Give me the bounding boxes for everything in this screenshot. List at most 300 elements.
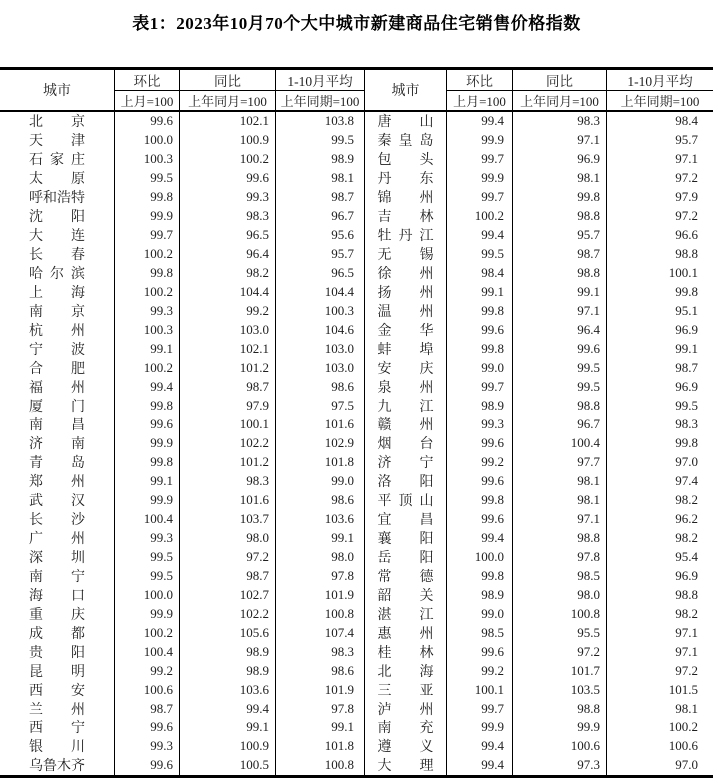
mom-value: 99.9 — [115, 491, 180, 510]
mom-value: 99.7 — [447, 377, 513, 396]
avg-value: 96.5 — [276, 264, 365, 283]
city-name: 青 岛 — [29, 456, 85, 472]
avg-value: 97.4 — [675, 473, 698, 489]
city-name: 济 宁 — [377, 456, 434, 472]
mom-value: 99.6 — [115, 756, 180, 775]
city-name: 湛 江 — [377, 607, 434, 623]
city-cell — [0, 264, 115, 283]
yoy-value: 98.7 — [513, 245, 607, 264]
city-cell — [0, 339, 115, 358]
yoy-value: 97.3 — [513, 756, 607, 775]
table-body — [0, 112, 713, 778]
avg-value: 98.7 — [675, 359, 698, 375]
yoy-value: 99.4 — [180, 699, 276, 718]
city-cell — [0, 661, 115, 680]
city-name: 北 京 — [29, 115, 85, 131]
yoy-value: 105.6 — [180, 623, 276, 642]
city-cell — [365, 453, 447, 472]
avg-value: 95.7 — [675, 132, 698, 148]
header-mom-base: 上月=100 — [120, 94, 174, 109]
city-cell — [0, 472, 115, 491]
mom-value: 99.6 — [447, 642, 513, 661]
avg-value: 96.6 — [675, 227, 698, 243]
city-name: 成 都 — [29, 626, 85, 642]
city-cell — [365, 548, 447, 567]
yoy-value: 102.1 — [180, 112, 276, 131]
city-cell — [0, 585, 115, 604]
header-mom-label: 环比 — [115, 70, 179, 91]
city-name: 昆 明 — [29, 664, 85, 680]
city-name: 广 州 — [29, 532, 85, 548]
header-yoy-base: 上年同月=100 — [188, 94, 267, 109]
yoy-value: 98.1 — [513, 491, 607, 510]
mom-value: 99.4 — [447, 112, 513, 131]
mom-value: 99.3 — [115, 301, 180, 320]
avg-value: 98.6 — [276, 661, 365, 680]
city-cell — [0, 112, 115, 131]
mom-value: 100.4 — [115, 510, 180, 529]
yoy-value: 98.1 — [513, 472, 607, 491]
avg-value: 100.8 — [276, 604, 365, 623]
mom-value: 100.2 — [115, 623, 180, 642]
avg-value: 95.4 — [675, 549, 698, 565]
city-cell — [365, 718, 447, 737]
mom-value: 100.1 — [447, 680, 513, 699]
mom-value: 99.7 — [447, 150, 513, 169]
avg-value: 103.0 — [276, 358, 365, 377]
avg-value: 100.1 — [668, 264, 698, 280]
avg-value: 98.9 — [276, 150, 365, 169]
mom-value: 99.9 — [447, 131, 513, 150]
city-cell — [365, 188, 447, 207]
yoy-value: 98.0 — [180, 529, 276, 548]
yoy-value: 98.2 — [180, 264, 276, 283]
city-cell — [365, 131, 447, 150]
avg-value: 104.4 — [276, 282, 365, 301]
avg-value: 96.9 — [675, 567, 698, 583]
city-cell — [0, 301, 115, 320]
header-avg-right — [607, 70, 713, 110]
yoy-value: 102.1 — [180, 339, 276, 358]
city-name: 唐 山 — [377, 115, 434, 131]
mom-value: 99.9 — [115, 604, 180, 623]
mom-value: 98.4 — [447, 264, 513, 283]
avg-value: 99.5 — [675, 397, 698, 413]
mom-value: 99.0 — [447, 358, 513, 377]
avg-value: 99.8 — [675, 283, 698, 299]
city-name: 石 家 庄 — [29, 153, 85, 169]
header-avg-base: 上年同期=100 — [620, 94, 700, 109]
price-index-table — [0, 67, 713, 778]
city-name: 海 口 — [29, 588, 85, 604]
avg-value: 98.3 — [276, 642, 365, 661]
mom-value: 100.2 — [447, 207, 513, 226]
avg-value: 97.2 — [675, 170, 698, 186]
city-name: 常 德 — [377, 569, 434, 585]
city-name: 吉 林 — [377, 210, 434, 226]
mom-value: 99.8 — [115, 264, 180, 283]
mom-value: 99.8 — [115, 396, 180, 415]
city-cell — [0, 737, 115, 756]
avg-value: 98.2 — [675, 530, 698, 546]
yoy-value: 99.3 — [180, 188, 276, 207]
avg-value: 97.1 — [675, 151, 698, 167]
yoy-value: 98.3 — [180, 207, 276, 226]
yoy-value: 103.7 — [180, 510, 276, 529]
yoy-value: 98.3 — [180, 472, 276, 491]
yoy-value: 96.7 — [513, 415, 607, 434]
yoy-value: 98.8 — [513, 396, 607, 415]
mom-value: 100.0 — [115, 131, 180, 150]
avg-value: 99.5 — [276, 131, 365, 150]
city-cell — [365, 567, 447, 586]
city-cell — [365, 434, 447, 453]
yoy-value: 97.2 — [513, 642, 607, 661]
header-city-left: 城市 — [0, 70, 115, 110]
yoy-value: 96.5 — [180, 226, 276, 245]
city-cell — [365, 510, 447, 529]
city-cell — [365, 301, 447, 320]
city-name: 九 江 — [377, 399, 434, 415]
city-name: 长 春 — [29, 248, 85, 264]
avg-value: 98.1 — [675, 700, 698, 716]
yoy-value: 95.5 — [513, 623, 607, 642]
header-avg-base: 上年同期=100 — [280, 94, 360, 109]
city-cell — [0, 491, 115, 510]
city-name: 南 昌 — [29, 418, 85, 434]
avg-value: 98.8 — [675, 586, 698, 602]
yoy-value: 101.6 — [180, 491, 276, 510]
city-name: 哈 尔 滨 — [29, 266, 85, 282]
mom-value: 99.8 — [447, 567, 513, 586]
yoy-value: 102.2 — [180, 604, 276, 623]
city-cell — [0, 510, 115, 529]
avg-value: 96.9 — [675, 378, 698, 394]
avg-value: 101.8 — [276, 453, 365, 472]
mom-value: 99.8 — [447, 301, 513, 320]
city-name: 杭 州 — [29, 323, 85, 339]
city-name: 厦 门 — [29, 399, 85, 415]
mom-value: 99.9 — [115, 434, 180, 453]
city-name: 南 宁 — [29, 569, 85, 585]
mom-value: 99.6 — [115, 718, 180, 737]
city-name: 金 华 — [377, 323, 434, 339]
mom-value: 99.4 — [115, 377, 180, 396]
header-yoy-base: 上年同月=100 — [520, 94, 599, 109]
avg-value: 103.6 — [276, 510, 365, 529]
yoy-value: 97.1 — [513, 131, 607, 150]
mom-value: 99.5 — [115, 548, 180, 567]
yoy-value: 100.4 — [513, 434, 607, 453]
avg-value: 95.1 — [675, 302, 698, 318]
mom-value: 99.2 — [447, 661, 513, 680]
avg-value: 101.9 — [276, 680, 365, 699]
city-name: 兰 州 — [29, 702, 85, 718]
city-name: 宁 波 — [29, 342, 85, 358]
yoy-value: 98.9 — [180, 642, 276, 661]
mom-value: 100.0 — [447, 548, 513, 567]
city-cell — [0, 207, 115, 226]
city-cell — [0, 245, 115, 264]
avg-value: 107.4 — [276, 623, 365, 642]
city-cell — [0, 169, 115, 188]
yoy-value: 96.9 — [513, 150, 607, 169]
avg-value: 97.9 — [675, 189, 698, 205]
yoy-value: 99.1 — [180, 718, 276, 737]
avg-value: 97.0 — [675, 757, 698, 773]
yoy-value: 103.6 — [180, 680, 276, 699]
header-mom-label: 环比 — [447, 70, 512, 91]
city-name: 三 亚 — [377, 683, 434, 699]
city-cell — [365, 245, 447, 264]
avg-value: 98.2 — [675, 605, 698, 621]
header-avg-label: 1-10月平均 — [276, 70, 364, 91]
city-name: 济 南 — [29, 437, 85, 453]
city-cell — [0, 529, 115, 548]
city-name: 韶 关 — [377, 588, 434, 604]
header-yoy-label: 同比 — [513, 70, 606, 91]
mom-value: 99.8 — [447, 491, 513, 510]
city-name: 天 津 — [29, 134, 85, 150]
mom-value: 99.3 — [447, 415, 513, 434]
mom-value: 99.5 — [115, 169, 180, 188]
yoy-value: 101.2 — [180, 358, 276, 377]
avg-value: 103.0 — [276, 339, 365, 358]
avg-value: 96.2 — [675, 511, 698, 527]
mom-value: 100.0 — [115, 585, 180, 604]
mom-value: 99.6 — [115, 415, 180, 434]
mom-value: 99.7 — [447, 699, 513, 718]
city-name: 大 连 — [29, 229, 85, 245]
avg-value: 95.6 — [276, 226, 365, 245]
mom-value: 100.3 — [115, 150, 180, 169]
mom-value: 99.1 — [115, 339, 180, 358]
city-cell — [0, 604, 115, 623]
mom-value: 99.7 — [115, 226, 180, 245]
city-name: 平 顶 山 — [377, 494, 434, 510]
yoy-value: 98.8 — [513, 699, 607, 718]
avg-value: 97.2 — [675, 662, 698, 678]
yoy-value: 100.9 — [180, 737, 276, 756]
city-name: 深 圳 — [29, 551, 85, 567]
mom-value: 99.9 — [447, 718, 513, 737]
yoy-value: 98.7 — [180, 567, 276, 586]
mom-value: 99.9 — [447, 169, 513, 188]
mom-value: 98.7 — [115, 699, 180, 718]
yoy-value: 100.5 — [180, 756, 276, 775]
mom-value: 99.1 — [115, 472, 180, 491]
header-yoy-left — [180, 70, 276, 110]
yoy-value: 96.4 — [180, 245, 276, 264]
yoy-value: 103.0 — [180, 320, 276, 339]
city-cell — [365, 150, 447, 169]
city-cell — [365, 737, 447, 756]
avg-value: 98.0 — [276, 548, 365, 567]
city-cell — [0, 718, 115, 737]
avg-value: 101.6 — [276, 415, 365, 434]
city-name: 呼 和 浩 特 — [29, 191, 85, 207]
city-cell — [365, 339, 447, 358]
mom-value: 99.6 — [447, 434, 513, 453]
mom-value: 99.1 — [447, 282, 513, 301]
city-name: 太 原 — [29, 172, 85, 188]
city-cell — [0, 188, 115, 207]
mom-value: 99.4 — [447, 529, 513, 548]
yoy-value: 98.8 — [513, 529, 607, 548]
city-name: 福 州 — [29, 380, 85, 396]
yoy-value: 97.1 — [513, 510, 607, 529]
avg-value: 98.7 — [276, 188, 365, 207]
city-name: 桂 林 — [377, 645, 434, 661]
avg-value: 98.1 — [276, 169, 365, 188]
yoy-value: 102.2 — [180, 434, 276, 453]
yoy-value: 99.8 — [513, 188, 607, 207]
mom-value: 99.8 — [115, 188, 180, 207]
city-name: 牡 丹 江 — [377, 229, 434, 245]
city-name: 沈 阳 — [29, 210, 85, 226]
yoy-value: 97.8 — [513, 548, 607, 567]
avg-value: 99.1 — [276, 718, 365, 737]
mom-value: 99.8 — [115, 453, 180, 472]
city-name: 扬 州 — [377, 285, 434, 301]
header-avg-left — [276, 70, 365, 110]
mom-value: 99.6 — [447, 320, 513, 339]
yoy-value: 97.1 — [513, 301, 607, 320]
yoy-value: 104.4 — [180, 282, 276, 301]
yoy-value: 99.2 — [180, 301, 276, 320]
yoy-value: 99.6 — [513, 339, 607, 358]
city-cell — [365, 623, 447, 642]
avg-value: 97.1 — [675, 643, 698, 659]
avg-value: 97.8 — [276, 567, 365, 586]
yoy-value: 98.3 — [513, 112, 607, 131]
yoy-value: 100.9 — [180, 131, 276, 150]
city-name: 赣 州 — [377, 418, 434, 434]
mom-value: 98.9 — [447, 396, 513, 415]
mom-value: 99.2 — [115, 661, 180, 680]
city-cell — [365, 491, 447, 510]
city-cell — [365, 169, 447, 188]
yoy-value: 98.9 — [180, 661, 276, 680]
avg-value: 99.0 — [276, 472, 365, 491]
header-mom-right — [447, 70, 513, 110]
avg-value: 98.6 — [276, 491, 365, 510]
avg-value: 104.6 — [276, 320, 365, 339]
city-name: 丹 东 — [377, 172, 434, 188]
city-name: 乌 鲁 木 齐 — [29, 759, 85, 775]
yoy-value: 96.4 — [513, 320, 607, 339]
mom-value: 100.2 — [115, 358, 180, 377]
mom-value: 100.3 — [115, 320, 180, 339]
city-name: 西 安 — [29, 683, 85, 699]
yoy-value: 99.6 — [180, 169, 276, 188]
mom-value: 100.2 — [115, 245, 180, 264]
mom-value: 98.5 — [447, 623, 513, 642]
city-name: 锦 州 — [377, 191, 434, 207]
header-yoy-label: 同比 — [180, 70, 275, 91]
city-cell — [365, 585, 447, 604]
avg-value: 98.8 — [675, 246, 698, 262]
city-cell — [0, 756, 115, 775]
city-name: 西 宁 — [29, 721, 85, 737]
mom-value: 99.2 — [447, 453, 513, 472]
avg-value: 98.2 — [675, 492, 698, 508]
city-name: 惠 州 — [377, 626, 434, 642]
avg-value: 99.8 — [675, 435, 698, 451]
city-name: 贵 阳 — [29, 645, 85, 661]
yoy-value: 101.7 — [513, 661, 607, 680]
avg-value: 97.0 — [675, 454, 698, 470]
mom-value: 99.4 — [447, 226, 513, 245]
yoy-value: 100.8 — [513, 604, 607, 623]
avg-value: 100.3 — [276, 301, 365, 320]
city-name: 烟 台 — [377, 437, 434, 453]
city-cell — [365, 642, 447, 661]
avg-value: 102.9 — [276, 434, 365, 453]
city-cell — [365, 226, 447, 245]
city-name: 北 海 — [377, 664, 434, 680]
city-cell — [365, 472, 447, 491]
city-cell — [365, 320, 447, 339]
city-name: 蚌 埠 — [377, 342, 434, 358]
yoy-value: 101.2 — [180, 453, 276, 472]
yoy-value: 98.8 — [513, 207, 607, 226]
city-name: 遵 义 — [377, 740, 434, 756]
city-cell — [0, 623, 115, 642]
city-cell — [0, 358, 115, 377]
mom-value: 99.3 — [115, 737, 180, 756]
city-name: 泸 州 — [377, 702, 434, 718]
yoy-value: 100.6 — [513, 737, 607, 756]
city-cell — [365, 756, 447, 775]
mom-value: 99.5 — [115, 567, 180, 586]
avg-value: 98.4 — [675, 113, 698, 129]
city-cell — [365, 661, 447, 680]
header-mom-left — [115, 70, 180, 110]
city-name: 武 汉 — [29, 494, 85, 510]
header-yoy-right — [513, 70, 607, 110]
city-cell — [365, 699, 447, 718]
city-cell — [365, 529, 447, 548]
yoy-value: 98.7 — [180, 377, 276, 396]
mom-value: 100.6 — [115, 680, 180, 699]
city-cell — [0, 642, 115, 661]
mom-value: 99.4 — [447, 756, 513, 775]
mom-value: 100.4 — [115, 642, 180, 661]
yoy-value: 95.7 — [513, 226, 607, 245]
yoy-value: 97.7 — [513, 453, 607, 472]
avg-value: 97.8 — [276, 699, 365, 718]
city-cell — [365, 415, 447, 434]
city-cell — [0, 131, 115, 150]
city-cell — [365, 396, 447, 415]
avg-value: 96.9 — [675, 321, 698, 337]
avg-value: 100.6 — [668, 738, 698, 754]
avg-value: 96.7 — [276, 207, 365, 226]
city-cell — [0, 548, 115, 567]
mom-value: 98.9 — [447, 585, 513, 604]
city-cell — [0, 377, 115, 396]
header-city-right: 城市 — [365, 70, 447, 110]
mom-value: 100.2 — [115, 282, 180, 301]
city-name: 包 头 — [377, 153, 434, 169]
yoy-value: 100.2 — [180, 150, 276, 169]
mom-value: 99.6 — [115, 112, 180, 131]
city-name: 合 肥 — [29, 361, 85, 377]
mom-value: 99.4 — [447, 737, 513, 756]
city-cell — [0, 282, 115, 301]
mom-value: 99.6 — [447, 472, 513, 491]
